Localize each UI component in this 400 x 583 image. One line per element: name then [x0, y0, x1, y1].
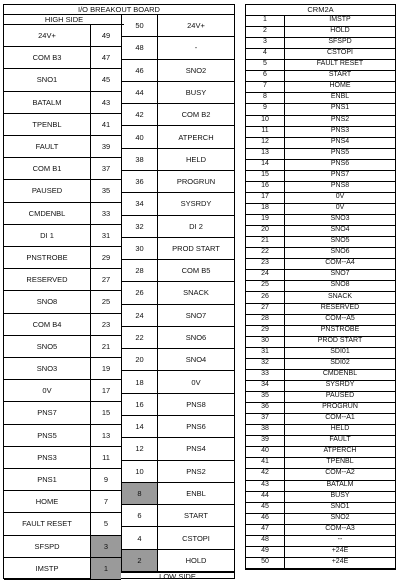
io-left-signal-cell: SNO1 — [4, 69, 90, 91]
io-right-pin-cell: 42 — [122, 104, 157, 126]
crm2a-pin-number: 5 — [263, 60, 267, 68]
crm2a-signal-name: COM--A3 — [325, 524, 355, 532]
io-right-pin-cell: 38 — [122, 149, 157, 171]
io-right-signal-cell: ENBL — [158, 483, 234, 505]
crm2a-pin-number: 6 — [263, 71, 267, 79]
io-left-pin-cell: 43 — [91, 92, 121, 114]
crm2a-row — [246, 481, 395, 492]
crm2a-pin-number: 33 — [261, 369, 269, 377]
io-right-pin-cell: 24 — [122, 305, 157, 327]
io-right-pin-cell: 16 — [122, 394, 157, 416]
crm2a-row — [246, 503, 395, 514]
io-right-pin-cell: 40 — [122, 126, 157, 148]
crm2a-signal-name: COM--A1 — [325, 414, 355, 422]
io-right-signal-cell: START — [158, 505, 234, 527]
high-side-label: HIGH SIDE — [4, 15, 124, 25]
io-left-pin-cell: 29 — [91, 247, 121, 269]
crm2a-pin-number: 12 — [261, 137, 269, 145]
crm2a-signal-name: TPENBL — [326, 458, 354, 466]
crm2a-signal-name: RESERVED — [320, 303, 360, 311]
crm2a-pin-number: 1 — [263, 16, 267, 23]
io-left-pin-cell: 19 — [91, 358, 121, 380]
crm2a-pin-number: 13 — [261, 148, 269, 156]
crm2a-row — [246, 27, 395, 38]
crm2a-pin-number: 32 — [261, 358, 269, 366]
crm2a-row — [246, 447, 395, 458]
io-left-signal-cell: FAULT RESET — [4, 513, 90, 535]
crm2a-row — [246, 536, 395, 547]
crm2a-signal-name: SFSPD — [328, 38, 352, 46]
crm2a-row — [246, 204, 395, 215]
io-right-pin-cell: 10 — [122, 461, 157, 483]
io-left-pin-cell: 25 — [91, 291, 121, 313]
io-left-signal-cell: PNS1 — [4, 469, 90, 491]
crm2a-signal-name: PNS5 — [330, 148, 350, 156]
io-left-pin-cell: 47 — [91, 47, 121, 69]
crm2a-row — [246, 293, 395, 304]
crm2a-pin-number: 39 — [261, 436, 269, 444]
crm2a-pin-number: 3 — [263, 38, 267, 46]
low-side-label: LOW SIDE — [121, 572, 234, 580]
crm2a-row — [246, 248, 395, 259]
io-left-signal-cell: COM B1 — [4, 158, 90, 180]
io-right-signal-cell: PNS4 — [158, 438, 234, 460]
io-column-divider — [90, 25, 91, 580]
io-right-pin-cell: 36 — [122, 171, 157, 193]
crm2a-signal-name: PNS4 — [330, 137, 350, 145]
io-left-signal-cell: PNS7 — [4, 402, 90, 424]
crm2a-signal-name: HOME — [329, 82, 351, 90]
io-right-signal-cell: 0V — [158, 371, 234, 393]
io-left-signal-cell: COM B4 — [4, 314, 90, 336]
crm2a-pin-number: 15 — [261, 170, 269, 178]
io-right-pin-cell: 22 — [122, 327, 157, 349]
crm2a-pin-number: 35 — [261, 392, 269, 400]
io-right-signal-cell: COM B5 — [158, 260, 234, 282]
io-left-pin-cell: 17 — [91, 380, 121, 402]
crm2a-row — [246, 182, 395, 193]
crm2a-row — [246, 381, 395, 392]
crm2a-row — [246, 104, 395, 115]
crm2a-pin-number: 42 — [261, 469, 269, 477]
io-left-signal-cell: 0V — [4, 380, 90, 402]
crm2a-pin-number: 38 — [261, 425, 269, 433]
crm2a-row — [246, 436, 395, 447]
io-left-pin-cell: 37 — [91, 158, 121, 180]
io-right-signal-cell: SNO2 — [158, 60, 234, 82]
io-left-pin-cell: 41 — [91, 114, 121, 136]
crm2a-signal-name: SDI01 — [330, 347, 350, 355]
crm2a-signal-name: PNS1 — [330, 104, 350, 112]
io-right-signal-cell: 24V+ — [158, 15, 234, 37]
io-right-signal-cell: CSTOPI — [158, 527, 234, 549]
io-left-pin-cell: 3 — [91, 536, 121, 558]
io-right-signal-cell: - — [158, 37, 234, 59]
io-left-signal-cell: PAUSED — [4, 180, 90, 202]
crm2a-signal-name: 0V — [335, 192, 345, 200]
crm2a-row — [246, 326, 395, 337]
io-left-signal-cell: RESERVED — [4, 269, 90, 291]
crm2a-row — [246, 16, 395, 27]
crm2a-pin-number: 31 — [261, 347, 269, 355]
crm2a-signal-name: ATPERCH — [323, 447, 357, 455]
io-board-title: I/O BREAKOUT BOARD — [4, 5, 234, 15]
io-left-signal-cell: SNO5 — [4, 336, 90, 358]
crm2a-signal-name: SNO6 — [330, 248, 350, 256]
crm2a-signal-name: PROD START — [317, 336, 363, 344]
crm2a-signal-name: PNS8 — [330, 181, 350, 189]
io-left-signal-cell: PNS3 — [4, 447, 90, 469]
io-left-signal-cell: TPENBL — [4, 114, 90, 136]
crm2a-row — [246, 226, 395, 237]
crm2a-pin-number: 20 — [261, 226, 269, 234]
crm2a-pin-number: 45 — [261, 502, 269, 510]
crm2a-pin-number: 21 — [261, 237, 269, 245]
crm2a-row — [246, 160, 395, 171]
io-left-pin-cell: 7 — [91, 491, 121, 513]
crm2a-pin-number: 30 — [261, 336, 269, 344]
io-column-divider — [121, 15, 122, 572]
crm2a-signal-name: COM--A4 — [325, 259, 355, 267]
io-left-signal-cell: COM B3 — [4, 47, 90, 69]
io-left-pin-cell: 27 — [91, 269, 121, 291]
io-right-pin-cell: 20 — [122, 349, 157, 371]
crm2a-row — [246, 315, 395, 326]
io-left-signal-cell: HOME — [4, 491, 90, 513]
crm2a-row — [246, 149, 395, 160]
crm2a-pin-number: 14 — [261, 159, 269, 167]
io-right-signal-cell: PNS2 — [158, 461, 234, 483]
io-right-signal-cell: PNS6 — [158, 416, 234, 438]
crm2a-row — [246, 525, 395, 536]
crm2a-signal-name: PNS3 — [330, 126, 350, 134]
crm2a-signal-name: SNO2 — [330, 513, 350, 521]
io-right-signal-cell: SNO7 — [158, 305, 234, 327]
crm2a-row — [246, 127, 395, 138]
crm2a-signal-name: PNS2 — [330, 115, 350, 123]
crm2a-pin-number: 36 — [261, 403, 269, 411]
crm2a-signal-name: SNO4 — [330, 226, 350, 234]
crm2a-signal-name: COM--A2 — [325, 469, 355, 477]
crm2a-signal-name: SYSRDY — [325, 380, 355, 388]
io-breakout-board-table — [3, 4, 235, 579]
crm2a-pin-number: 43 — [261, 480, 269, 488]
crm2a-pin-number: 26 — [261, 292, 269, 300]
crm2a-row — [246, 492, 395, 503]
io-right-signal-cell: SYSRDY — [158, 193, 234, 215]
crm2a-row — [246, 116, 395, 127]
crm2a-row — [246, 60, 395, 71]
io-right-signal-cell: HOLD — [158, 550, 234, 572]
crm2a-row — [246, 425, 395, 436]
crm2a-row — [246, 403, 395, 414]
io-right-pin-cell: 30 — [122, 238, 157, 260]
io-left-signal-cell: 24V+ — [4, 25, 90, 47]
crm2a-pin-number: 9 — [263, 104, 267, 112]
crm2a-signal-name: SNO1 — [330, 502, 350, 510]
crm2a-row — [246, 359, 395, 370]
io-right-pin-cell: 46 — [122, 60, 157, 82]
io-right-signal-cell: PNS8 — [158, 394, 234, 416]
crm2a-pin-number: 25 — [261, 281, 269, 289]
crm2a-signal-name: BATALM — [326, 480, 354, 488]
io-right-signal-cell: PROGRUN — [158, 171, 234, 193]
io-left-pin-cell: 21 — [91, 336, 121, 358]
crm2a-signal-name: CMDENBL — [322, 369, 358, 377]
crm2a-title: CRM2A — [246, 5, 395, 16]
io-right-pin-cell: 14 — [122, 416, 157, 438]
io-left-pin-cell: 35 — [91, 180, 121, 202]
io-left-pin-cell: 13 — [91, 425, 121, 447]
crm2a-pin-number: 44 — [261, 491, 269, 499]
crm2a-signal-name: SNO8 — [330, 281, 350, 289]
crm2a-signal-name: SNO5 — [330, 237, 350, 245]
crm2a-pin-number: 34 — [261, 380, 269, 388]
crm2a-pin-number: 18 — [261, 204, 269, 212]
crm2a-row — [246, 237, 395, 248]
crm2a-row — [246, 71, 395, 82]
crm2a-row — [246, 215, 395, 226]
crm2a-signal-name: SNO3 — [330, 215, 350, 223]
crm2a-row — [246, 93, 395, 104]
crm2a-pin-number: 23 — [261, 259, 269, 267]
crm2a-row — [246, 138, 395, 149]
crm2a-pin-number: 24 — [261, 270, 269, 278]
io-right-pin-cell: 28 — [122, 260, 157, 282]
io-left-signal-cell: DI 1 — [4, 225, 90, 247]
crm2a-row — [246, 458, 395, 469]
crm2a-row — [246, 281, 395, 292]
crm2a-signal-name: PNS7 — [330, 170, 350, 178]
crm2a-pin-number: 4 — [263, 49, 267, 57]
io-right-pin-cell: 26 — [122, 282, 157, 304]
crm2a-pin-number: 28 — [261, 314, 269, 322]
io-right-pin-cell: 44 — [122, 82, 157, 104]
crm2a-row — [246, 392, 395, 403]
crm2a-signal-name: BUSY — [330, 491, 350, 499]
crm2a-signal-name: +24E — [331, 557, 349, 565]
crm2a-pin-number: 46 — [261, 513, 269, 521]
io-left-pin-cell: 11 — [91, 447, 121, 469]
crm2a-pin-number: 48 — [261, 535, 269, 543]
crm2a-signal-name: HOLD — [330, 27, 350, 35]
crm2a-pin-number: 17 — [261, 192, 269, 200]
crm2a-signal-name: CSTOPI — [327, 49, 353, 57]
crm2a-signal-name: PROGRUN — [322, 403, 358, 411]
io-left-signal-cell: PNSTROBE — [4, 247, 90, 269]
io-right-signal-cell: SNACK — [158, 282, 234, 304]
crm2a-row — [246, 49, 395, 60]
crm2a-row — [246, 337, 395, 348]
crm2a-signal-name: PNSTROBE — [320, 325, 360, 333]
io-left-pin-cell: 33 — [91, 203, 121, 225]
crm2a-signal-name: IMSTP — [329, 16, 351, 23]
crm2a-signal-name: -- — [337, 535, 343, 543]
crm2a-pin-number: 11 — [261, 126, 269, 134]
crm2a-signal-name: SNACK — [327, 292, 353, 300]
crm2a-signal-name: PAUSED — [325, 392, 355, 400]
io-left-signal-cell: SNO8 — [4, 291, 90, 313]
crm2a-signal-name: +24E — [331, 546, 349, 554]
crm2a-signal-name: SDI02 — [330, 358, 350, 366]
io-right-pin-cell: 18 — [122, 371, 157, 393]
io-left-pin-cell: 15 — [91, 402, 121, 424]
crm2a-pin-number: 47 — [261, 524, 269, 532]
crm2a-row — [246, 171, 395, 182]
io-left-pin-cell: 39 — [91, 136, 121, 158]
io-left-pin-cell: 5 — [91, 513, 121, 535]
io-right-pin-cell: 8 — [122, 483, 157, 505]
io-left-pin-cell: 31 — [91, 225, 121, 247]
crm2a-row — [246, 82, 395, 93]
io-right-pin-cell: 6 — [122, 505, 157, 527]
crm2a-pin-number: 8 — [263, 93, 267, 101]
crm2a-pin-number: 19 — [261, 215, 269, 223]
io-right-pin-cell: 2 — [122, 550, 157, 572]
crm2a-row — [246, 547, 395, 558]
io-left-signal-cell: BATALM — [4, 92, 90, 114]
crm2a-row — [246, 259, 395, 270]
io-right-signal-cell: SNO6 — [158, 327, 234, 349]
crm2a-pin-number: 10 — [261, 115, 269, 123]
io-column-divider — [157, 15, 158, 572]
crm2a-row — [246, 469, 395, 480]
crm2a-row — [246, 304, 395, 315]
io-left-signal-cell: CMDENBL — [4, 203, 90, 225]
crm2a-pin-number: 40 — [261, 447, 269, 455]
io-right-pin-cell: 12 — [122, 438, 157, 460]
crm2a-pin-number: 16 — [261, 181, 269, 189]
crm2a-pin-number: 41 — [261, 458, 269, 466]
io-right-signal-cell: SNO4 — [158, 349, 234, 371]
crm2a-row — [246, 514, 395, 525]
io-right-signal-cell: PROD START — [158, 238, 234, 260]
crm2a-row — [246, 348, 395, 359]
io-left-pin-cell: 23 — [91, 314, 121, 336]
crm2a-signal-name: HELD — [330, 425, 350, 433]
io-right-pin-cell: 4 — [122, 527, 157, 549]
crm2a-pin-number: 22 — [261, 248, 269, 256]
io-right-signal-cell: ATPERCH — [158, 126, 234, 148]
crm2a-pin-number: 7 — [263, 82, 267, 90]
crm2a-signal-name: SNO7 — [330, 270, 350, 278]
io-right-pin-cell: 32 — [122, 216, 157, 238]
crm2a-pin-number: 37 — [261, 414, 269, 422]
io-right-pin-cell: 50 — [122, 15, 157, 37]
io-right-signal-cell: HELD — [158, 149, 234, 171]
crm2a-pin-number: 2 — [263, 27, 267, 35]
io-right-pin-cell: 34 — [122, 193, 157, 215]
crm2a-row — [246, 558, 395, 569]
io-left-pin-cell: 1 — [91, 558, 121, 580]
crm2a-signal-name: FAULT RESET — [316, 60, 364, 68]
io-left-pin-cell: 9 — [91, 469, 121, 491]
io-right-signal-cell: BUSY — [158, 82, 234, 104]
io-right-pin-cell: 48 — [122, 37, 157, 59]
io-left-signal-cell: SFSPD — [4, 536, 90, 558]
io-left-signal-cell: PNS5 — [4, 425, 90, 447]
crm2a-row — [246, 270, 395, 281]
io-left-pin-cell: 45 — [91, 69, 121, 91]
crm2a-signal-name: ENBL — [330, 93, 350, 101]
io-left-signal-cell: SNO3 — [4, 358, 90, 380]
io-left-pin-cell: 49 — [91, 25, 121, 47]
io-left-signal-cell: IMSTP — [4, 558, 90, 580]
crm2a-signal-name: START — [328, 71, 352, 79]
crm2a-row — [246, 414, 395, 425]
io-right-signal-cell: COM B2 — [158, 104, 234, 126]
io-right-signal-cell: DI 2 — [158, 216, 234, 238]
crm2a-pin-number: 27 — [261, 303, 269, 311]
crm2a-row — [246, 370, 395, 381]
crm2a-signal-name: COM--A5 — [325, 314, 355, 322]
crm2a-row — [246, 193, 395, 204]
io-left-signal-cell: FAULT — [4, 136, 90, 158]
crm2a-pin-number: 49 — [261, 546, 269, 554]
crm2a-table — [245, 4, 396, 570]
crm2a-signal-name: 0V — [335, 204, 345, 212]
crm2a-pin-number: 50 — [261, 557, 269, 565]
crm2a-signal-name: PNS6 — [330, 159, 350, 167]
crm2a-row — [246, 38, 395, 49]
crm2a-signal-name: FAULT — [329, 436, 351, 444]
crm2a-pin-number: 29 — [261, 325, 269, 333]
